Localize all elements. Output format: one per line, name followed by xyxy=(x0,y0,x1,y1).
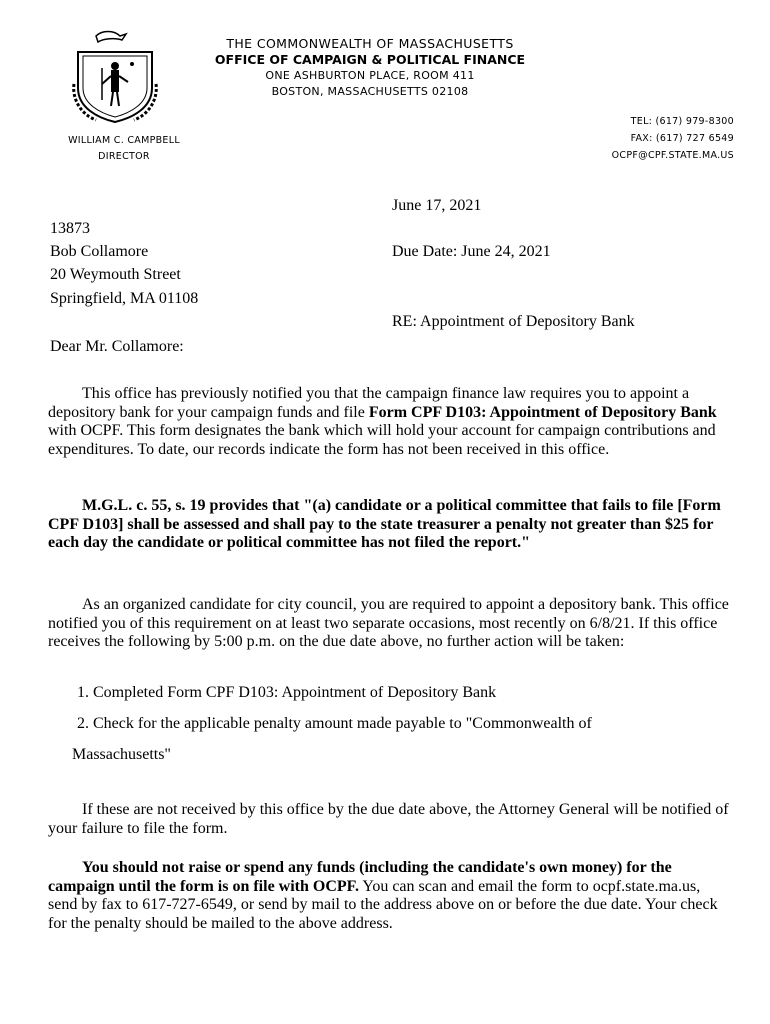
list-item-check-continued: Massachusetts" xyxy=(72,746,171,763)
due-date: Due Date: June 24, 2021 xyxy=(392,243,551,260)
fax-number: FAX: (617) 727 6549 xyxy=(630,133,734,144)
letter-date: June 17, 2021 xyxy=(392,197,482,214)
recipient-city: Springfield, MA 01108 xyxy=(50,290,199,307)
paragraph-notice-text-a: This office has previously notified you that the campaign finance law requires you to appoint a depository bank for your campaign funds and file xyxy=(48,385,690,421)
recipient-name: Bob Collamore xyxy=(50,243,149,260)
letterhead xyxy=(180,36,560,100)
director-block xyxy=(54,133,194,165)
paragraph-notice-text-b: with OCPF. This form designates the bank which will hold your account for campaign contributions and expenditures. To date, our records indicate the form has not been received in this office. xyxy=(48,422,716,458)
paragraph-notice xyxy=(48,385,730,459)
paragraph-statute: M.G.L. c. 55, s. 19 provides that "(a) candidate or a political committee that fails to file [Form CPF D103] shall be assessed and shall pay to the state treasurer a penalty not greater than $25 for each day the candidate or political committee has not filed the report." xyxy=(48,497,721,551)
letterhead-address-line1: ONE ASHBURTON PLACE, ROOM 411 xyxy=(265,69,475,82)
salutation: Dear Mr. Collamore: xyxy=(50,338,184,355)
paragraph-requirement: As an organized candidate for city council, you are required to appoint a depository bank. This office notified you of this requirement on at least two separate occasions, most recently on 6/8/21. If this office receives the following by 5:00 p.m. on the due date above, no further action will be taken: xyxy=(48,596,729,650)
massachusetts-seal-icon xyxy=(70,28,160,124)
director-name: WILLIAM C. CAMPBELL xyxy=(68,135,180,146)
letterhead-state: THE COMMONWEALTH OF MASSACHUSETTS xyxy=(226,36,514,51)
letterhead-address-line2: BOSTON, MASSACHUSETTS 02108 xyxy=(271,85,469,98)
form-name-bold: Form CPF D103: Appointment of Depository Bank xyxy=(368,403,717,421)
paragraph-consequence: If these are not received by this office by the due date above, the Attorney General will be notified of your failure to file the form. xyxy=(48,801,729,837)
paragraph-instructions-text: You can scan and email the form to ocpf.state.ma.us, send by fax to 617-727-6549, or send by mail to the address above on or before the due date. Your check for the penalty should be mailed to the above address. xyxy=(48,877,718,932)
warning-bold: You should not raise or spend any funds (including the candidate's own money) for the campaign until the form is on file with OCPF. xyxy=(48,859,672,895)
subject-line: RE: Appointment of Depository Bank xyxy=(392,313,635,330)
list-item-form: 1. Completed Form CPF D103: Appointment of Depository Bank xyxy=(77,684,497,701)
letterhead-office: OFFICE OF CAMPAIGN & POLITICAL FINANCE xyxy=(214,52,526,67)
email-address: OCPF@CPF.STATE.MA.US xyxy=(611,150,734,161)
recipient-street: 20 Weymouth Street xyxy=(50,266,181,283)
list-item-check: 2. Check for the applicable penalty amount made payable to "Commonwealth of xyxy=(77,715,592,732)
paragraph-instructions xyxy=(48,859,730,933)
phone-number: TEL: (617) 979-8300 xyxy=(630,116,734,127)
recipient-id: 13873 xyxy=(50,220,90,237)
director-title: DIRECTOR xyxy=(98,151,150,162)
contact-block xyxy=(612,113,734,164)
